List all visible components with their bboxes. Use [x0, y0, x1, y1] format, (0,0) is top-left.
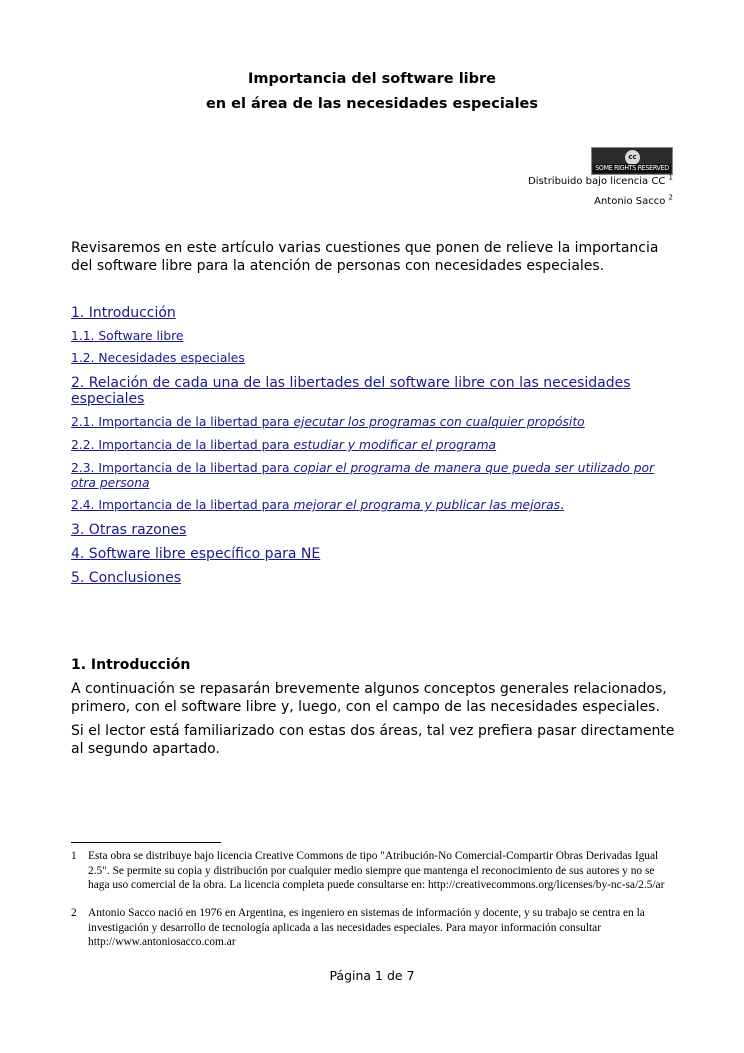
- author-name: Antonio Sacco: [594, 196, 666, 207]
- toc-link-3[interactable]: 3. Otras razones: [71, 522, 187, 538]
- section-1-paragraph-2: Si el lector está familiarizado con estas dos áreas, tal vez prefiera pasar directamente al segundo apartado.: [71, 723, 675, 757]
- creative-commons-badge: [591, 147, 673, 175]
- license-text: Distribuido bajo licencia CC: [528, 176, 666, 187]
- toc-2-2-prefix: Importancia de la libertad para: [98, 438, 290, 452]
- page-number: Página 1 de 7: [329, 968, 415, 983]
- toc-2-2-emphasis: estudiar y modificar el programa: [293, 438, 497, 452]
- toc-2-2-number: 2.2.: [71, 438, 95, 452]
- footnote-1-number: 1: [71, 850, 77, 862]
- toc-2-4-emphasis: mejorar el programa y publicar las mejoras: [293, 498, 561, 512]
- footnote-ref-2[interactable]: 2: [668, 193, 673, 202]
- toc-link-5[interactable]: 5. Conclusiones: [71, 570, 182, 586]
- toc-link-4[interactable]: 4. Software libre específico para NE: [71, 546, 321, 562]
- toc-2-1-number: 2.1.: [71, 415, 95, 429]
- footnote-1-text: Esta obra se distribuye bajo licencia Creative Commons de tipo "Atribución-No Comercial-Compartir Obras Derivadas Igual 2.5". Se permite su copia y distribución por cualquier medio siempre que mantenga el reconocimiento de sus autores y no se haga uso comercial de la obra. La licencia completa puede consultarse en: http://creativecommons.org/licenses/by-nc-sa/2.5/ar: [88, 850, 665, 891]
- document-title-line-1: Importancia del software libre: [247, 71, 496, 87]
- footnote-2: [71, 906, 676, 950]
- toc-link-2-2[interactable]: [71, 438, 676, 453]
- toc-link-2-4[interactable]: [71, 498, 676, 513]
- footnote-2-number: 2: [71, 907, 77, 919]
- toc-2-4-number: 2.4.: [71, 498, 95, 512]
- toc-link-1[interactable]: 1. Introducción: [71, 305, 176, 321]
- footnote-1: [71, 849, 676, 893]
- toc-link-2[interactable]: 2. Relación de cada una de las libertades del software libre con las necesidades especiales: [71, 375, 631, 407]
- toc-2-4-prefix: Importancia de la libertad para: [98, 498, 290, 512]
- toc-link-2-1[interactable]: [71, 415, 676, 430]
- toc-link-2-3[interactable]: [71, 461, 676, 491]
- cc-logo-icon: cc: [625, 150, 640, 165]
- toc-2-1-prefix: Importancia de la libertad para: [98, 415, 290, 429]
- toc-2-4-period: .: [560, 498, 564, 512]
- author-line: [594, 193, 673, 207]
- intro-paragraph: Revisaremos en este artículo varias cuestiones que ponen de relieve la importancia del software libre para la atención de personas con necesidades especiales.: [71, 240, 659, 274]
- toc-link-1-2[interactable]: 1.2. Necesidades especiales: [71, 351, 245, 365]
- toc-2-1-emphasis: ejecutar los programas con cualquier propósito: [293, 415, 585, 429]
- footnote-separator: [71, 842, 221, 843]
- document-title-line-2: en el área de las necesidades especiales: [205, 96, 539, 112]
- toc-2-3-emphasis: copiar el programa de manera que pueda ser utilizado por otra persona: [71, 461, 655, 490]
- toc-2-3-prefix: Importancia de la libertad para: [98, 461, 290, 475]
- footnote-2-text: Antonio Sacco nació en 1976 en Argentina, es ingeniero en sistemas de información y docente, y su trabajo se centra en la investigación y desarrollo de tecnología aplicada a las necesidades especiales. Para mayor información consultar http://www.antoniosacco.com.ar: [88, 907, 645, 948]
- section-1-heading: 1. Introducción: [71, 657, 191, 673]
- footnote-ref-1[interactable]: 1: [668, 173, 673, 182]
- section-1-paragraph-1: A continuación se repasarán brevemente algunos conceptos generales relacionados, primero, con el software libre y, luego, con el campo de las necesidades especiales.: [71, 681, 667, 715]
- toc-2-3-number: 2.3.: [71, 461, 95, 475]
- toc-link-1-1[interactable]: 1.1. Software libre: [71, 329, 184, 343]
- license-line: [528, 173, 673, 187]
- cc-badge-text: SOME RIGHTS RESERVED: [593, 164, 671, 173]
